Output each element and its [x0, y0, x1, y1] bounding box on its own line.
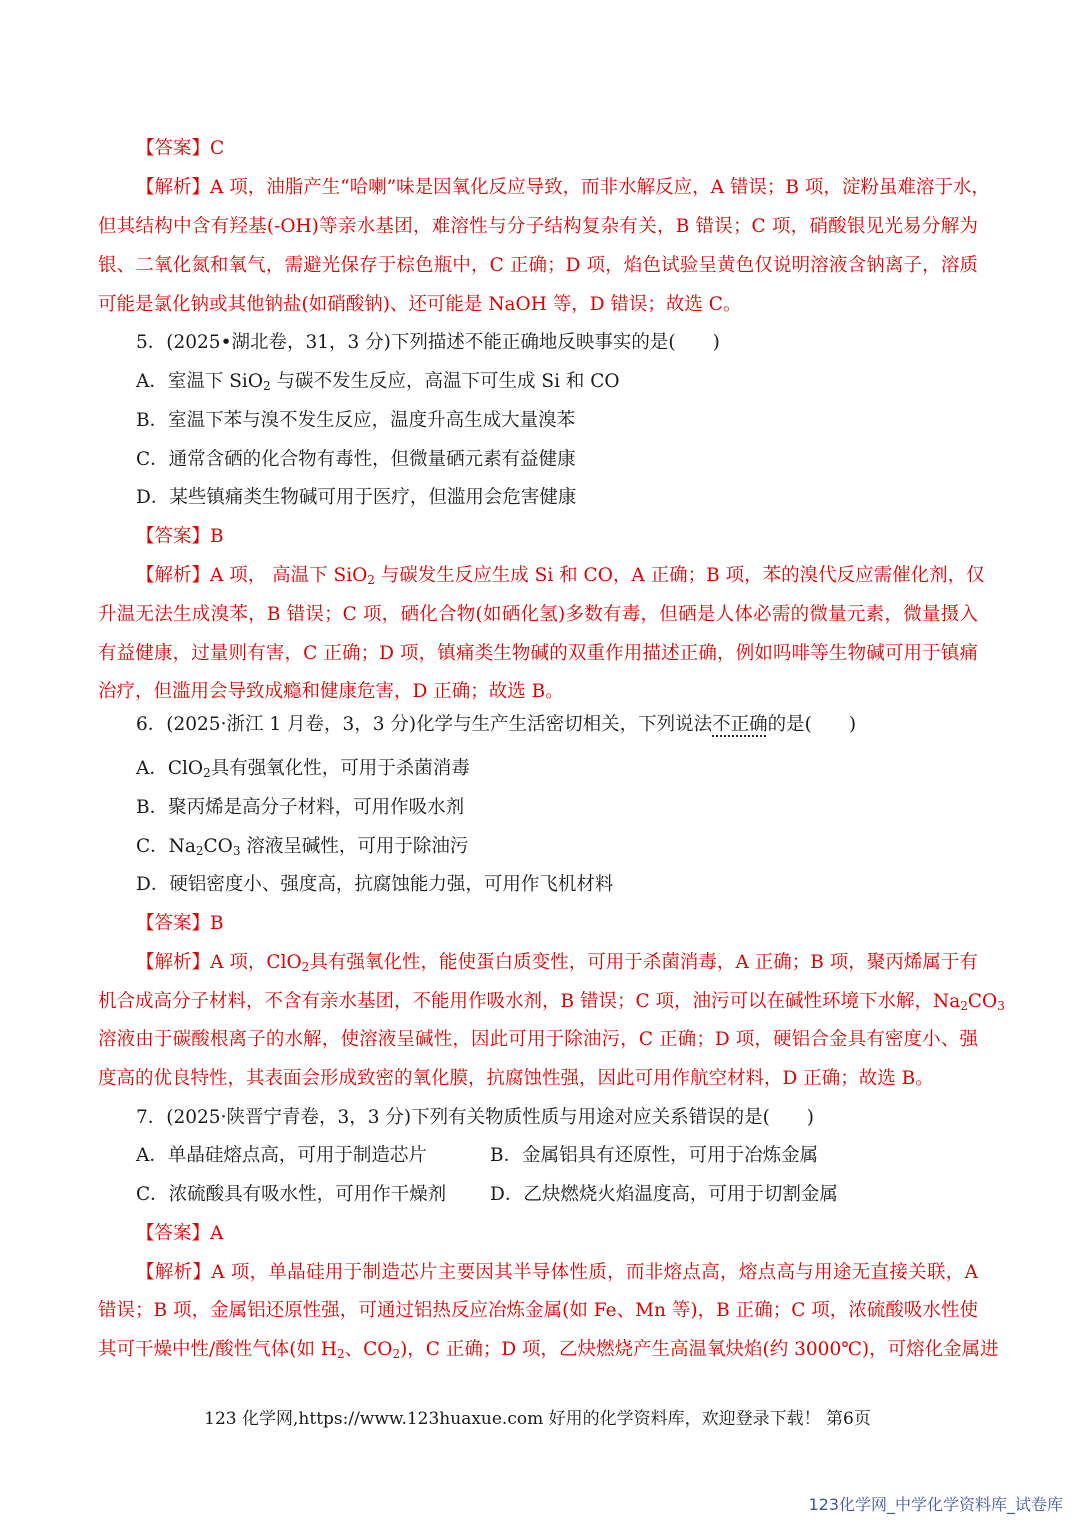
- q7-option-d: D．乙炔燃烧火焰温度高，可用于切割金属: [490, 1184, 838, 1205]
- analysis-text: A 项， 高温下 SiO: [210, 565, 368, 586]
- analysis-text: A 项，单晶硅用于制造芯片主要因其半导体性质，而非熔点高，熔点高与用途无直接关联，A: [211, 1262, 978, 1283]
- q4-analysis-line-2: 但其结构中含有羟基(-OH)等亲水基团，难溶性与分子结构复杂有关，B 错误；C 项，硝酸银见光易分解为: [98, 216, 978, 237]
- q7-analysis-line-1: [136, 1259, 978, 1289]
- subscript: 2: [301, 960, 310, 974]
- q4-analysis-line-3: 银、二氧化氮和氧气，需避光保存于棕色瓶中，C 正确；D 项，焰色试验呈黄色仅说明溶液含钠离子，溶质: [98, 255, 978, 276]
- answer-value: B: [210, 913, 224, 934]
- subscript: 3: [997, 999, 1005, 1013]
- answer-value: C: [210, 138, 225, 159]
- analysis-text: A 项，ClO: [210, 952, 302, 973]
- q7-option-a: A．单晶硅熔点高，可用于制造芯片: [136, 1145, 427, 1166]
- answer-label: 【答案】: [136, 913, 211, 934]
- q5-option-a: [136, 368, 978, 398]
- q7-stem: 7．(2025·陕晋宁青卷，3，3 分)下列有关物质性质与用途对应关系错误的是( ): [136, 1107, 815, 1128]
- option-text: 与碳不发生反应，高温下可生成 Si 和 CO: [270, 371, 620, 392]
- q7-analysis-line-2: 错误；B 项，金属铝还原性强，可通过铝热反应冶炼金属(如 Fe、Mn 等)，B 正确；C 项，浓硫酸吸水性使: [98, 1300, 978, 1321]
- subscript: 2: [367, 573, 375, 587]
- q7-options-row-2: [136, 1181, 978, 1211]
- stem-text: 6．(2025·浙江 1 月卷，3，3 分)化学与生产生活密切相关，下列说法: [136, 714, 713, 735]
- q7-analysis-line-3: [98, 1336, 999, 1366]
- q5-analysis-line-1: [136, 562, 985, 592]
- q5-answer: [136, 523, 978, 553]
- q6-option-d: D．硬铝密度小、强度高，抗腐蚀能力强，可用作飞机材料: [136, 874, 614, 895]
- q7-option-c: C．浓硫酸具有吸水性，可用作干燥剂: [136, 1184, 447, 1205]
- analysis-label: 【解析】: [136, 565, 211, 586]
- subscript: 3: [232, 844, 241, 858]
- emphasis-dotted: 不正确: [712, 714, 768, 735]
- analysis-text: CO: [967, 991, 998, 1012]
- subscript: 2: [392, 1347, 401, 1361]
- q5-analysis-line-3: 有益健康，过量则有害，C 正确；D 项，镇痛类生物碱的双重作用描述正确，例如吗啡等生物碱可用于镇痛: [98, 643, 978, 664]
- q7-answer: [136, 1220, 978, 1250]
- subscript: 2: [195, 844, 204, 858]
- q5-option-b: B．室温下苯与溴不发生反应，温度升高生成大量溴苯: [136, 410, 576, 431]
- q6-analysis-line-1: [136, 949, 978, 979]
- q5-option-d: D．某些镇痛类生物碱可用于医疗，但滥用会危害健康: [136, 487, 577, 508]
- analysis-text: 具有强氧化性，能使蛋白质变性，可用于杀菌消毒，A 正确；B 项，聚丙烯属于有: [309, 952, 978, 973]
- option-text: 具有强氧化性，可用于杀菌消毒: [210, 758, 470, 779]
- q5-analysis-line-2: 升温无法生成溴苯，B 错误；C 项，硒化合物(如硒化氢)多数有毒，但硒是人体必需的微量元素，微量摄入: [98, 604, 978, 625]
- option-text: C．Na: [136, 836, 196, 857]
- analysis-text: 机合成高分子材料，不含有亲水基团，不能用作吸水剂，B 错误；C 项，油污可以在碱性环境下水解，Na: [98, 991, 961, 1012]
- page-footer: 123 化学网,https://www.123huaxue.com 好用的化学资料库，欢迎登录下载！ 第6页: [204, 1409, 871, 1429]
- analysis-text: )，C 正确；D 项，乙炔燃烧产生高温氧炔焰(约 3000℃)，可熔化金属进: [400, 1339, 999, 1360]
- answer-label: 【答案】: [136, 1223, 211, 1244]
- option-text: A．室温下 SiO: [136, 371, 263, 392]
- option-text: A．ClO: [136, 758, 204, 779]
- q5-option-c: C．通常含硒的化合物有毒性，但微量硒元素有益健康: [136, 449, 576, 470]
- q5-stem: 5．(2025•湖北卷，31，3 分)下列描述不能正确地反映事实的是( ): [136, 332, 720, 353]
- q6-analysis-line-2: [98, 988, 1005, 1018]
- analysis-text: A 项，油脂产生“哈喇”味是因氧化反应导致，而非水解反应，A 错误；B 项，淀粉虽难溶于水，: [210, 177, 990, 198]
- q5-analysis-line-4: 治疗，但滥用会导致成瘾和健康危害，D 正确；故选 B。: [98, 681, 564, 702]
- stem-text: 的是( ): [767, 714, 857, 735]
- q4-analysis-line-4: 可能是氯化钠或其他钠盐(如硝酸钠)、还可能是 NaOH 等，D 错误；故选 C。: [98, 294, 742, 315]
- option-text: 溶液呈碱性，可用于除油污: [240, 836, 469, 857]
- subscript: 2: [960, 999, 968, 1013]
- site-watermark[interactable]: 123化学网_中学化学资料库_试卷库: [808, 1495, 1063, 1514]
- analysis-text: 其可干燥中性/酸性气体(如 H: [98, 1339, 337, 1360]
- q6-analysis-line-3: 溶液由于碳酸根离子的水解，使溶液呈碱性，因此可用于除油污，C 正确；D 项，硬铝合金具有密度小、强: [98, 1029, 978, 1050]
- q6-option-c: [136, 833, 978, 863]
- q6-stem: [136, 711, 978, 741]
- analysis-text: 与碳发生反应生成 Si 和 CO，A 正确；B 项，苯的溴代反应需催化剂，仅: [374, 565, 985, 586]
- answer-label: 【答案】: [136, 526, 211, 547]
- answer-label: 【答案】: [136, 138, 211, 159]
- q4-analysis-line-1: [136, 174, 990, 204]
- q6-answer: [136, 910, 978, 940]
- analysis-text: 、CO: [344, 1339, 393, 1360]
- q6-analysis-line-4: 度高的优良特性，其表面会形成致密的氧化膜，抗腐蚀性强，因此可用作航空材料，D 正确；故选 B。: [98, 1068, 934, 1089]
- subscript: 2: [263, 379, 271, 393]
- q6-option-b: B．聚丙烯是高分子材料，可用作吸水剂: [136, 797, 465, 818]
- subscript: 2: [203, 766, 211, 780]
- answer-value: A: [210, 1223, 224, 1244]
- subscript: 2: [336, 1347, 345, 1361]
- analysis-label: 【解析】: [136, 952, 211, 973]
- q7-option-b: B．金属铝具有还原性，可用于冶炼金属: [490, 1145, 819, 1166]
- analysis-label: 【解析】: [136, 177, 211, 198]
- analysis-label: 【解析】: [136, 1262, 212, 1283]
- q6-option-a: [136, 755, 978, 785]
- q7-options-row-1: [136, 1142, 978, 1172]
- q4-answer: [136, 135, 978, 165]
- answer-value: B: [210, 526, 224, 547]
- option-text: CO: [203, 836, 233, 857]
